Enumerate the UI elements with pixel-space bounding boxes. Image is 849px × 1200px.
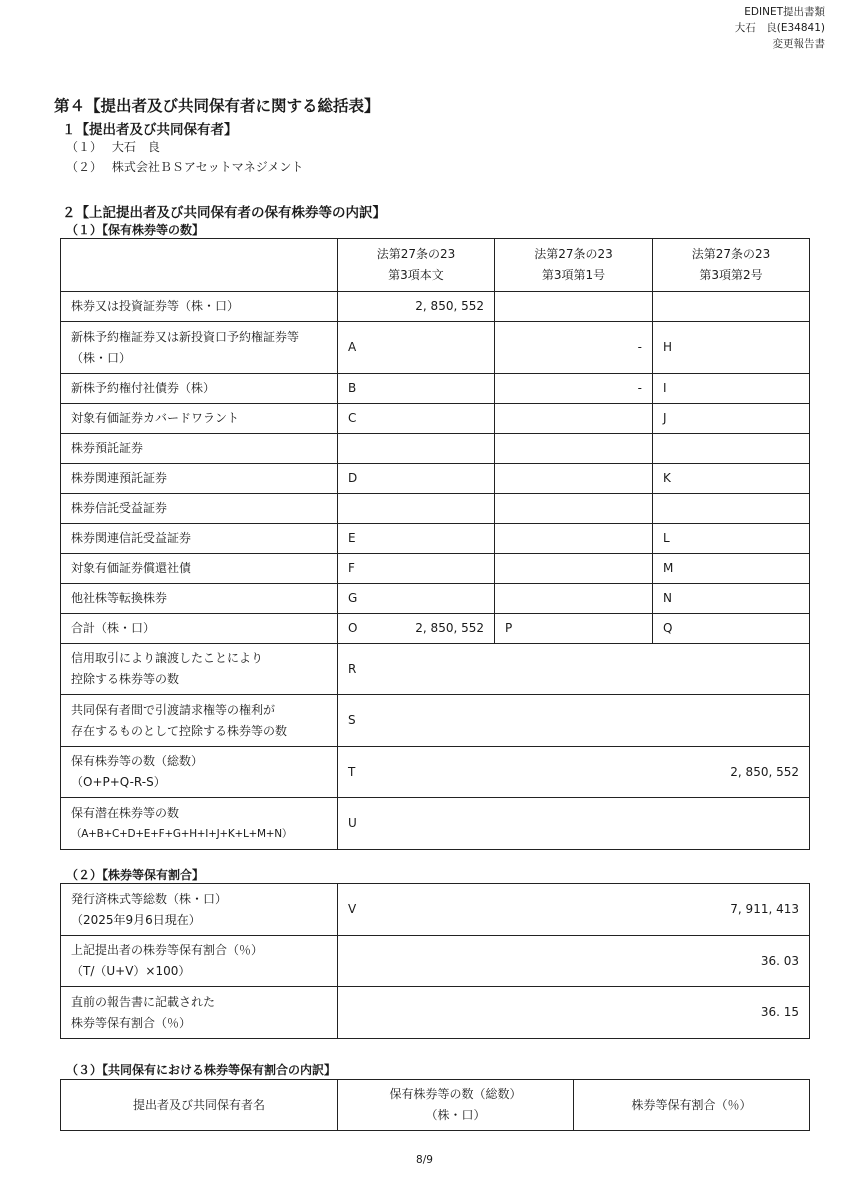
empty-cell: [495, 292, 653, 322]
header-holding-ratio: 株券等保有割合（％）: [574, 1080, 810, 1131]
ratio-table: [60, 883, 810, 1039]
empty-cell: [495, 404, 653, 434]
row-label: 株券信託受益証券: [61, 494, 338, 524]
empty-cell: [495, 584, 653, 614]
code-cell: C: [338, 404, 495, 434]
row-label: 発行済株式等総数（株・口） （2025年9月6日現在）: [61, 884, 338, 936]
ratio-value-cell: 36. 03: [338, 936, 810, 987]
row-label: 信用取引により譲渡したことにより 控除する株券等の数: [61, 644, 338, 695]
table-row: [61, 322, 810, 374]
prev-ratio-value-cell: 36. 15: [338, 987, 810, 1039]
header-filer-name: 提出者及び共同保有者名: [61, 1080, 338, 1131]
code-cell: J: [653, 404, 810, 434]
table-row: [61, 374, 810, 404]
row-label: 他社株等転換株券: [61, 584, 338, 614]
breakdown-table: [60, 1079, 810, 1131]
filer-item-2-num: （２）: [66, 160, 103, 174]
table-row: [61, 584, 810, 614]
table-row: [61, 554, 810, 584]
s2-sub2-title: （２）【株券等保有割合】: [66, 868, 205, 882]
header-doc-type: EDINET提出書類: [744, 6, 825, 18]
document-header: [735, 4, 825, 52]
filer-item-1: [66, 138, 160, 155]
row-label: 対象有価証券カバードワラント: [61, 404, 338, 434]
code-cell: S: [338, 695, 810, 747]
code-cell: H: [653, 322, 810, 374]
row-label: 合計（株・口）: [61, 614, 338, 644]
row-label: 新株予約権証券又は新投資口予約権証券等 （株・口）: [61, 322, 338, 374]
row-label: 株券又は投資証券等（株・口）: [61, 292, 338, 322]
table-row: [61, 884, 810, 936]
empty-cell: [653, 434, 810, 464]
code-cell: E: [338, 524, 495, 554]
table-row: [61, 936, 810, 987]
total-cell: O 2, 850, 552: [338, 614, 495, 644]
table-row: [61, 695, 810, 747]
code-cell: G: [338, 584, 495, 614]
empty-cell: [495, 434, 653, 464]
header-filer: 大石 良(E34841): [734, 22, 825, 34]
total-shares-cell: V 7, 911, 413: [338, 884, 810, 936]
s1-title: １【提出者及び共同保有者】: [62, 122, 238, 138]
empty-cell: [653, 292, 810, 322]
empty-cell: [338, 434, 495, 464]
table-row-total: [61, 614, 810, 644]
empty-cell: [495, 464, 653, 494]
section-title: 第４【提出者及び共同保有者に関する総括表】: [54, 97, 380, 115]
code-cell: B: [338, 374, 495, 404]
code-cell: D: [338, 464, 495, 494]
page-number: 8/9: [416, 1154, 433, 1166]
header-empty-cell: [61, 239, 338, 292]
row-label: 上記提出者の株券等保有割合（％） （T/（U+V）×100）: [61, 936, 338, 987]
code-cell: L: [653, 524, 810, 554]
header-col-item1: 法第27条の23 第3項第1号: [495, 239, 653, 292]
table-row: [61, 494, 810, 524]
row-label: 株券預託証券: [61, 434, 338, 464]
row-label: 直前の報告書に記載された 株券等保有割合（％）: [61, 987, 338, 1039]
header-report-type: 変更報告書: [772, 38, 825, 50]
table-row: [61, 464, 810, 494]
empty-cell: [338, 494, 495, 524]
table-row: [61, 292, 810, 322]
header-col-main: 法第27条の23 第3項本文: [338, 239, 495, 292]
table-row: [61, 524, 810, 554]
empty-cell: [495, 494, 653, 524]
code-cell: N: [653, 584, 810, 614]
code-cell: A: [338, 322, 495, 374]
holdings-table: [60, 238, 810, 850]
table-header-row: [61, 1080, 810, 1131]
code-cell: Q: [653, 614, 810, 644]
table-row: [61, 798, 810, 850]
empty-cell: [653, 494, 810, 524]
row-label: 新株予約権付社債券（株）: [61, 374, 338, 404]
code-cell: M: [653, 554, 810, 584]
row-label: 保有株券等の数（総数） （O+P+Q-R-S）: [61, 747, 338, 798]
table-row: [61, 434, 810, 464]
value-cell: -: [495, 322, 653, 374]
table-row: [61, 404, 810, 434]
s2-sub3-title: （３）【共同保有における株券等保有割合の内訳】: [66, 1063, 337, 1077]
code-cell: P: [495, 614, 653, 644]
table-header-row: [61, 239, 810, 292]
code-cell: K: [653, 464, 810, 494]
s2-title: ２【上記提出者及び共同保有者の保有株券等の内訳】: [62, 205, 386, 221]
code-cell: R: [338, 644, 810, 695]
row-label: 対象有価証券償還社債: [61, 554, 338, 584]
code-cell: F: [338, 554, 495, 584]
value-cell: -: [495, 374, 653, 404]
empty-cell: [495, 524, 653, 554]
table-row: [61, 644, 810, 695]
row-label: 株券関連信託受益証券: [61, 524, 338, 554]
filer-item-2: [66, 158, 303, 175]
row-label: 保有潜在株券等の数 （A+B+C+D+E+F+G+H+I+J+K+L+M+N）: [61, 798, 338, 850]
code-cell: I: [653, 374, 810, 404]
filer-item-1-num: （１）: [66, 140, 103, 154]
header-holdings-count: 保有株券等の数（総数） （株・口）: [338, 1080, 574, 1131]
filer-item-1-name: 大石 良: [111, 140, 160, 154]
filer-item-2-name: 株式会社ＢＳアセットマネジメント: [111, 160, 304, 174]
empty-cell: [495, 554, 653, 584]
header-col-item2: 法第27条の23 第3項第2号: [653, 239, 810, 292]
row-label: 株券関連預託証券: [61, 464, 338, 494]
s2-sub1-title: （１）【保有株券等の数】: [66, 223, 205, 237]
table-row: [61, 987, 810, 1039]
value-cell: 2, 850, 552: [338, 292, 495, 322]
table-row: [61, 747, 810, 798]
row-label: 共同保有者間で引渡請求権等の権利が 存在するものとして控除する株券等の数: [61, 695, 338, 747]
total-holdings-cell: T 2, 850, 552: [338, 747, 810, 798]
code-cell: U: [338, 798, 810, 850]
